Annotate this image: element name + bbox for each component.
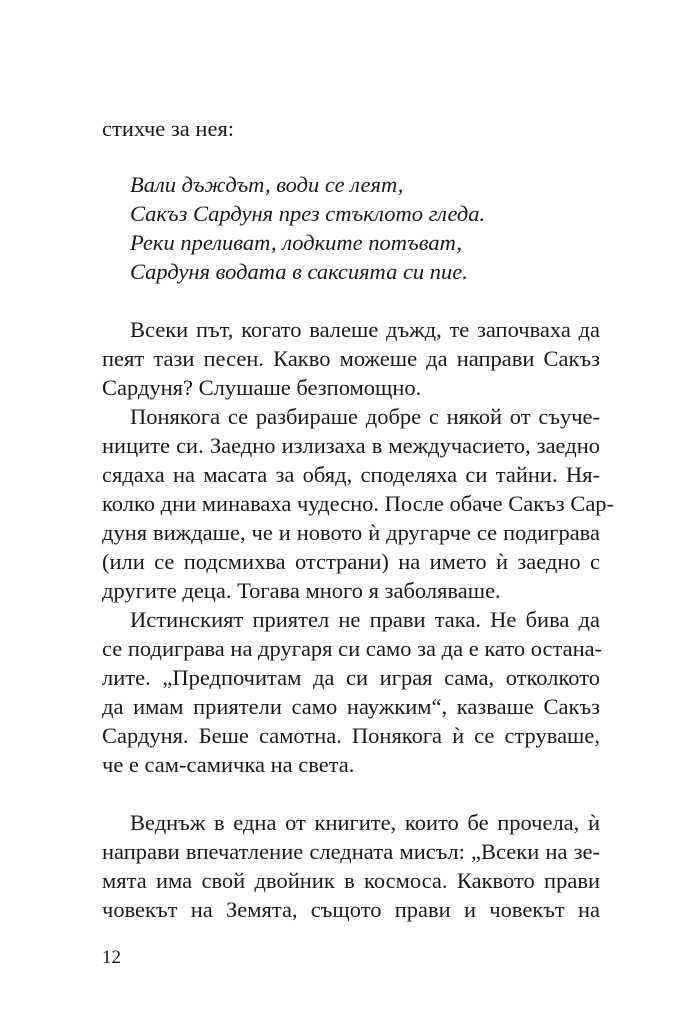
paragraph-line: сядаха на масата за обяд, споделяха си тайни. Ня-: [102, 462, 600, 487]
paragraph-line: пеят тази песен. Какво можеше да направи Сакъз: [102, 346, 600, 371]
paragraph-line: да имам приятели само наужким“, казваше Сакъз: [102, 694, 600, 719]
paragraph-line: другите деца. Тогава много я заболяваше.: [102, 578, 501, 603]
paragraph-line: мята има свой двойник в космоса. Каквото прави: [102, 868, 600, 893]
intro-line: стихче за нея:: [102, 116, 235, 141]
verse-line: Сакъз Сардуня през стъклото гледа.: [130, 201, 486, 226]
paragraph-line: Веднъж в една от книгите, които бе прочела, ѝ: [130, 810, 600, 835]
paragraph-line: се подиграва на другаря си само за да е като остана-: [102, 636, 603, 661]
paragraph-line: Сардуня. Беше самотна. Понякога ѝ се струваше,: [102, 723, 600, 748]
paragraph-line: Сардуня? Слушаше безпомощно.: [102, 375, 422, 400]
paragraph-line: дуня виждаше, че и новото ѝ другарче се подиграва: [102, 520, 600, 545]
paragraph-line: човекът на Земята, същото прави и човекът на: [102, 897, 600, 922]
paragraph-line: лите. „Предпочитам да си играя сама, отколкото: [102, 665, 600, 690]
paragraph-line: ниците си. Заедно излизаха в междучасието, заедно: [102, 433, 600, 458]
paragraph-line: колко дни минаваха чудесно. После обаче Сакъз Сар-: [102, 491, 615, 516]
page-number: 12: [102, 947, 121, 968]
verse-line: Реки преливат, лодките потъват,: [130, 230, 463, 255]
paragraph-line: Всеки път, когато валеше дъжд, те започваха да: [130, 317, 600, 342]
paragraph-line: Понякога се разбираше добре с някой от съуче-: [130, 404, 600, 429]
verse-line: Вали дъждът, води се леят,: [130, 172, 404, 197]
paragraph-line: че е сам-самичка на света.: [102, 752, 355, 777]
paragraph-line: (или се подсмихва отстрани) на името ѝ заедно с: [102, 549, 600, 574]
paragraph-line: направи впечатление следната мисъл: „Всеки на зе-: [102, 839, 600, 864]
verse-line: Сардуня водата в саксията си пие.: [130, 259, 468, 284]
paragraph-line: Истинският приятел не прави така. Не бива да: [130, 607, 600, 632]
